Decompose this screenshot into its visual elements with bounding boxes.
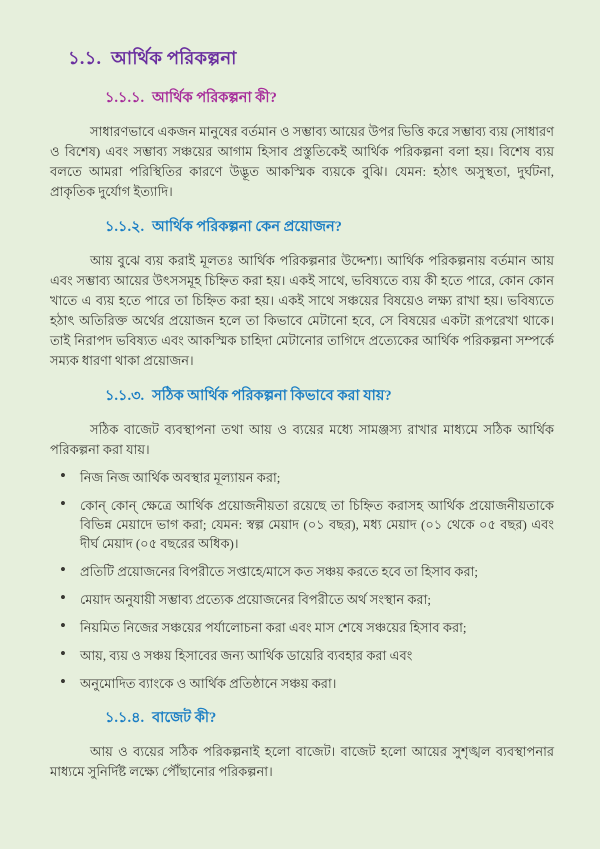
subsection-why-financial-planning (50, 216, 554, 371)
subsection-title: আর্থিক পরিকল্পনা কেন প্রয়োজন? (152, 219, 342, 235)
subsection-number: ১.১.২. (105, 219, 145, 235)
section-heading (68, 44, 554, 75)
bullet-item: • নিজ নিজ আর্থিক অবস্থার মূল্যায়ন করা; (58, 468, 554, 487)
bullet-item: • প্রতিটি প্রয়োজনের বিপরীতে সপ্তাহে/মাসে কত সঞ্চয় করতে হবে তা হিসাব করা; (58, 562, 554, 581)
paragraph: আয় ও ব্যয়ের সঠিক পরিকল্পনাই হলো বাজেট। বাজেট হলো আয়ের সুশৃঙ্খল ব্যবস্থাপনার মাধ্যমে সুনির্দিষ্ট লক্ষ্যে পৌঁছানোর পরিকল্পনা। (50, 744, 554, 779)
section-title: আর্থিক পরিকল্পনা (111, 48, 237, 68)
bullet-item: • নিয়মিত নিজের সঞ্চয়ের পর্যালোচনা করা এবং মাস শেষে সঞ্চয়ের হিসাব করা; (58, 618, 554, 637)
paragraph: সঠিক বাজেট ব্যবস্থাপনা তথা আয় ও ব্যয়ের মধ্যে সামঞ্জস্য রাখার মাধ্যমে সঠিক আর্থিক পরিকল্পনা করা যায়। (50, 422, 554, 457)
paragraph: সাধারণভাবে একজন মানুষের বর্তমান ও সম্ভাব্য আয়ের উপর ভিত্তি করে সম্ভাব্য ব্যয় (সাধারণ ও বিশেষ) এবং সম্ভাব্য সঞ্চয়ের আগাম হিসাব প্রস্তুতিকেই আর্থিক পরিকল্পনা বলা হয়। বিশেষ ব্যয় বলতে আমরা পরিস্থিতির কারণে উদ্ভূত আকস্মিক ব্যয়কে বুঝি। যেমন: হঠাৎ অসুস্থতা, দুর্ঘটনা, প্রাকৃতিক দুর্যোগ ইত্যাদি। (50, 124, 554, 199)
subsection-heading (105, 385, 554, 409)
subsection-heading (105, 87, 554, 111)
subsection-number: ১.১.৪. (105, 710, 145, 726)
subsection-what-is-financial-planning (50, 87, 554, 202)
subsection-number: ১.১.১. (105, 90, 145, 106)
subsection-what-is-budget (50, 707, 554, 782)
bullet-list (58, 468, 554, 693)
paragraph: আয় বুঝে ব্যয় করাই মূলতঃ আর্থিক পরিকল্পনার উদ্দেশ্য। আর্থিক পরিকল্পনায় বর্তমান আয় এবং সম্ভাব্য আয়ের উৎসসমূহ চিহ্নিত করা হয়। একই সাথে, ভবিষ্যতে ব্যয় কী হতে পারে, কোন কোন খাতে এ ব্যয় হতে পারে তা চিহ্নিত করা হয়। একই সাথে সঞ্চয়ের বিষয়েও লক্ষ্য রাখা হয়। ভবিষ্যতে হঠাৎ অতিরিক্ত অর্থের প্রয়োজন হলে তা কিভাবে মেটানো হবে, সে বিষয়ের একটা রূপরেখা থাকে। তাই নিরাপদ ভবিষ্যত এবং আকস্মিক চাহিদা মেটানোর তাগিদে প্রত্যেকের আর্থিক পরিকল্পনা সম্পর্কে সম্যক ধারণা থাকা প্রয়োজন। (50, 253, 554, 368)
bullet-item: • কোন্‌ কোন্‌ ক্ষেত্রে আর্থিক প্রয়োজনীয়তা রয়েছে তা চিহ্নিত করাসহ আর্থিক প্রয়োজনীয়তাকে বিভিন্ন মেয়াদে ভাগ করা; যেমন: স্বল্প মেয়াদ (০১ বছর), মধ্য মেয়াদ (০১ থেকে ০৫ বছর) এবং দীর্ঘ মেয়াদ (০৫ বছরের অধিক)। (58, 496, 554, 553)
subsection-heading (105, 707, 554, 731)
subsection-title: সঠিক আর্থিক পরিকল্পনা কিভাবে করা যায়? (152, 388, 392, 404)
bullet-item: • আয়, ব্যয় ও সঞ্চয় হিসাবের জন্য আর্থিক ডায়েরি ব্যবহার করা এবং (58, 646, 554, 665)
subsection-number: ১.১.৩. (105, 388, 145, 404)
bullet-item: • অনুমোদিত ব্যাংকে ও আর্থিক প্রতিষ্ঠানে সঞ্চয় করা। (58, 674, 554, 693)
bullet-item: • মেয়াদ অনুযায়ী সম্ভাব্য প্রত্যেক প্রয়োজনের বিপরীতে অর্থ সংস্থান করা; (58, 590, 554, 609)
subsection-title: আর্থিক পরিকল্পনা কী? (152, 90, 277, 106)
subsection-heading (105, 216, 554, 240)
subsection-title: বাজেট কী? (152, 710, 217, 726)
subsection-how-to-plan (50, 385, 554, 693)
section-number: ১.১. (68, 48, 102, 68)
